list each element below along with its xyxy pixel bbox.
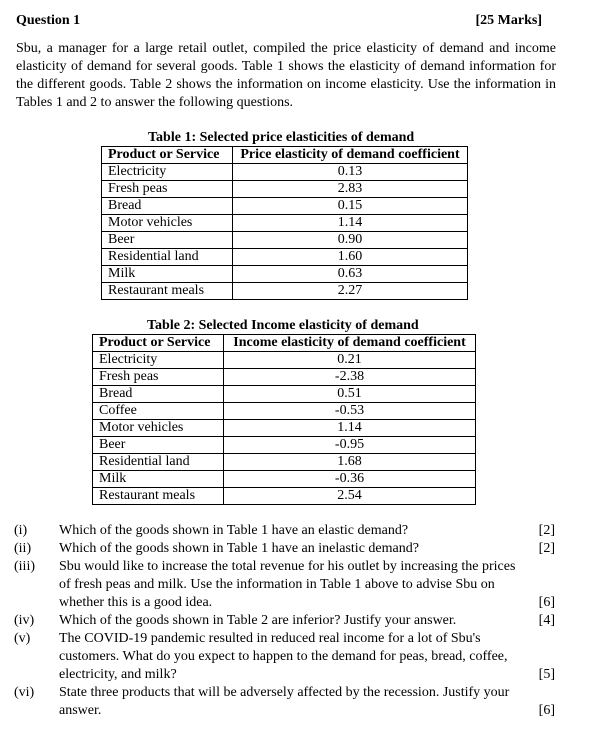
table1 bbox=[101, 146, 468, 300]
product-cell: Fresh peas bbox=[93, 369, 224, 386]
coefficient-cell: 1.68 bbox=[224, 454, 476, 471]
question-marks: [6] bbox=[538, 595, 555, 610]
table-row bbox=[93, 352, 476, 369]
coefficient-cell: 1.14 bbox=[224, 420, 476, 437]
table2-caption: Table 2: Selected Income elasticity of demand bbox=[147, 318, 419, 333]
question-item bbox=[14, 684, 555, 720]
question-number: (i) bbox=[14, 523, 28, 538]
table-row bbox=[102, 232, 468, 249]
table-row bbox=[93, 488, 476, 505]
product-cell: Residential land bbox=[102, 249, 233, 266]
product-cell: Motor vehicles bbox=[102, 215, 233, 232]
question-text: State three products that will be adversely affected by the recession. Justify your answer. bbox=[59, 685, 510, 718]
table2 bbox=[92, 334, 476, 505]
table-row bbox=[102, 164, 468, 181]
question-number: (iii) bbox=[14, 559, 35, 574]
question-text: Which of the goods shown in Table 1 have an inelastic demand? bbox=[59, 541, 419, 556]
question-item bbox=[14, 630, 555, 684]
question-item bbox=[14, 522, 555, 540]
product-cell: Electricity bbox=[102, 164, 233, 181]
coefficient-cell: 0.90 bbox=[233, 232, 468, 249]
coefficient-cell: -0.53 bbox=[224, 403, 476, 420]
question-number: (vi) bbox=[14, 685, 35, 700]
table-row bbox=[93, 437, 476, 454]
product-cell: Fresh peas bbox=[102, 181, 233, 198]
product-cell: Milk bbox=[102, 266, 233, 283]
coefficient-cell: -0.95 bbox=[224, 437, 476, 454]
question-header bbox=[16, 13, 542, 29]
question-text: Which of the goods shown in Table 2 are inferior? Justify your answer. bbox=[59, 613, 457, 628]
question-number: (ii) bbox=[14, 541, 32, 556]
column-header: Product or Service bbox=[102, 147, 233, 164]
question-marks: [4] bbox=[538, 613, 555, 628]
product-cell: Coffee bbox=[93, 403, 224, 420]
coefficient-cell: 0.15 bbox=[233, 198, 468, 215]
product-cell: Restaurant meals bbox=[102, 283, 233, 300]
question-text: The COVID-19 pandemic resulted in reduced real income for a lot of Sbu's customers. What do you expect to happen to the demand for peas, bread, coffee, electricity, and milk? bbox=[59, 631, 508, 682]
question-text: Which of the goods shown in Table 1 have an elastic demand? bbox=[59, 523, 409, 538]
question-marks: [2] bbox=[538, 523, 555, 538]
table-row bbox=[93, 454, 476, 471]
table-row bbox=[102, 283, 468, 300]
product-cell: Bread bbox=[102, 198, 233, 215]
question-marks: [5] bbox=[538, 667, 555, 682]
coefficient-cell: 1.60 bbox=[233, 249, 468, 266]
coefficient-cell: 2.27 bbox=[233, 283, 468, 300]
table-row bbox=[93, 471, 476, 488]
table-header-row bbox=[93, 335, 476, 352]
total-marks: [25 Marks] bbox=[475, 13, 542, 28]
coefficient-cell: 2.54 bbox=[224, 488, 476, 505]
question-marks: [6] bbox=[538, 703, 555, 718]
table-row bbox=[102, 249, 468, 266]
table-row bbox=[93, 403, 476, 420]
table-row bbox=[93, 369, 476, 386]
product-cell: Bread bbox=[93, 386, 224, 403]
product-cell: Beer bbox=[102, 232, 233, 249]
question-number: (v) bbox=[14, 631, 31, 646]
table-row bbox=[102, 181, 468, 198]
product-cell: Residential land bbox=[93, 454, 224, 471]
coefficient-cell: 1.14 bbox=[233, 215, 468, 232]
coefficient-cell: 2.83 bbox=[233, 181, 468, 198]
coefficient-cell: 0.51 bbox=[224, 386, 476, 403]
question-item bbox=[14, 612, 555, 630]
product-cell: Milk bbox=[93, 471, 224, 488]
column-header: Price elasticity of demand coefficient bbox=[233, 147, 468, 164]
question-item bbox=[14, 558, 555, 612]
coefficient-cell: -2.38 bbox=[224, 369, 476, 386]
intro-paragraph: Sbu, a manager for a large retail outlet, compiled the price elasticity of demand and income elasticity of demand for several goods. Table 1 shows the elasticity of demand information for the different goods. Table 2 shows the information on income elasticity. Use the information in Tables 1 and 2 to answer the following questions. bbox=[16, 41, 556, 110]
column-header: Income elasticity of demand coefficient bbox=[224, 335, 476, 352]
question-text: Sbu would like to increase the total revenue for his outlet by increasing the prices of fresh peas and milk. Use the information in Table 1 above to advise Sbu on whether this is a good idea. bbox=[59, 559, 516, 610]
product-cell: Restaurant meals bbox=[93, 488, 224, 505]
coefficient-cell: 0.63 bbox=[233, 266, 468, 283]
question-marks: [2] bbox=[538, 541, 555, 556]
table1-caption: Table 1: Selected price elasticities of demand bbox=[148, 130, 415, 145]
product-cell: Beer bbox=[93, 437, 224, 454]
product-cell: Motor vehicles bbox=[93, 420, 224, 437]
question-item bbox=[14, 540, 555, 558]
table-row bbox=[93, 386, 476, 403]
table-row bbox=[102, 198, 468, 215]
table-row bbox=[93, 420, 476, 437]
product-cell: Electricity bbox=[93, 352, 224, 369]
question-number: (iv) bbox=[14, 613, 35, 628]
coefficient-cell: -0.36 bbox=[224, 471, 476, 488]
coefficient-cell: 0.13 bbox=[233, 164, 468, 181]
question-title: Question 1 bbox=[16, 13, 81, 28]
table-row bbox=[102, 266, 468, 283]
column-header: Product or Service bbox=[93, 335, 224, 352]
table-header-row bbox=[102, 147, 468, 164]
table-row bbox=[102, 215, 468, 232]
coefficient-cell: 0.21 bbox=[224, 352, 476, 369]
